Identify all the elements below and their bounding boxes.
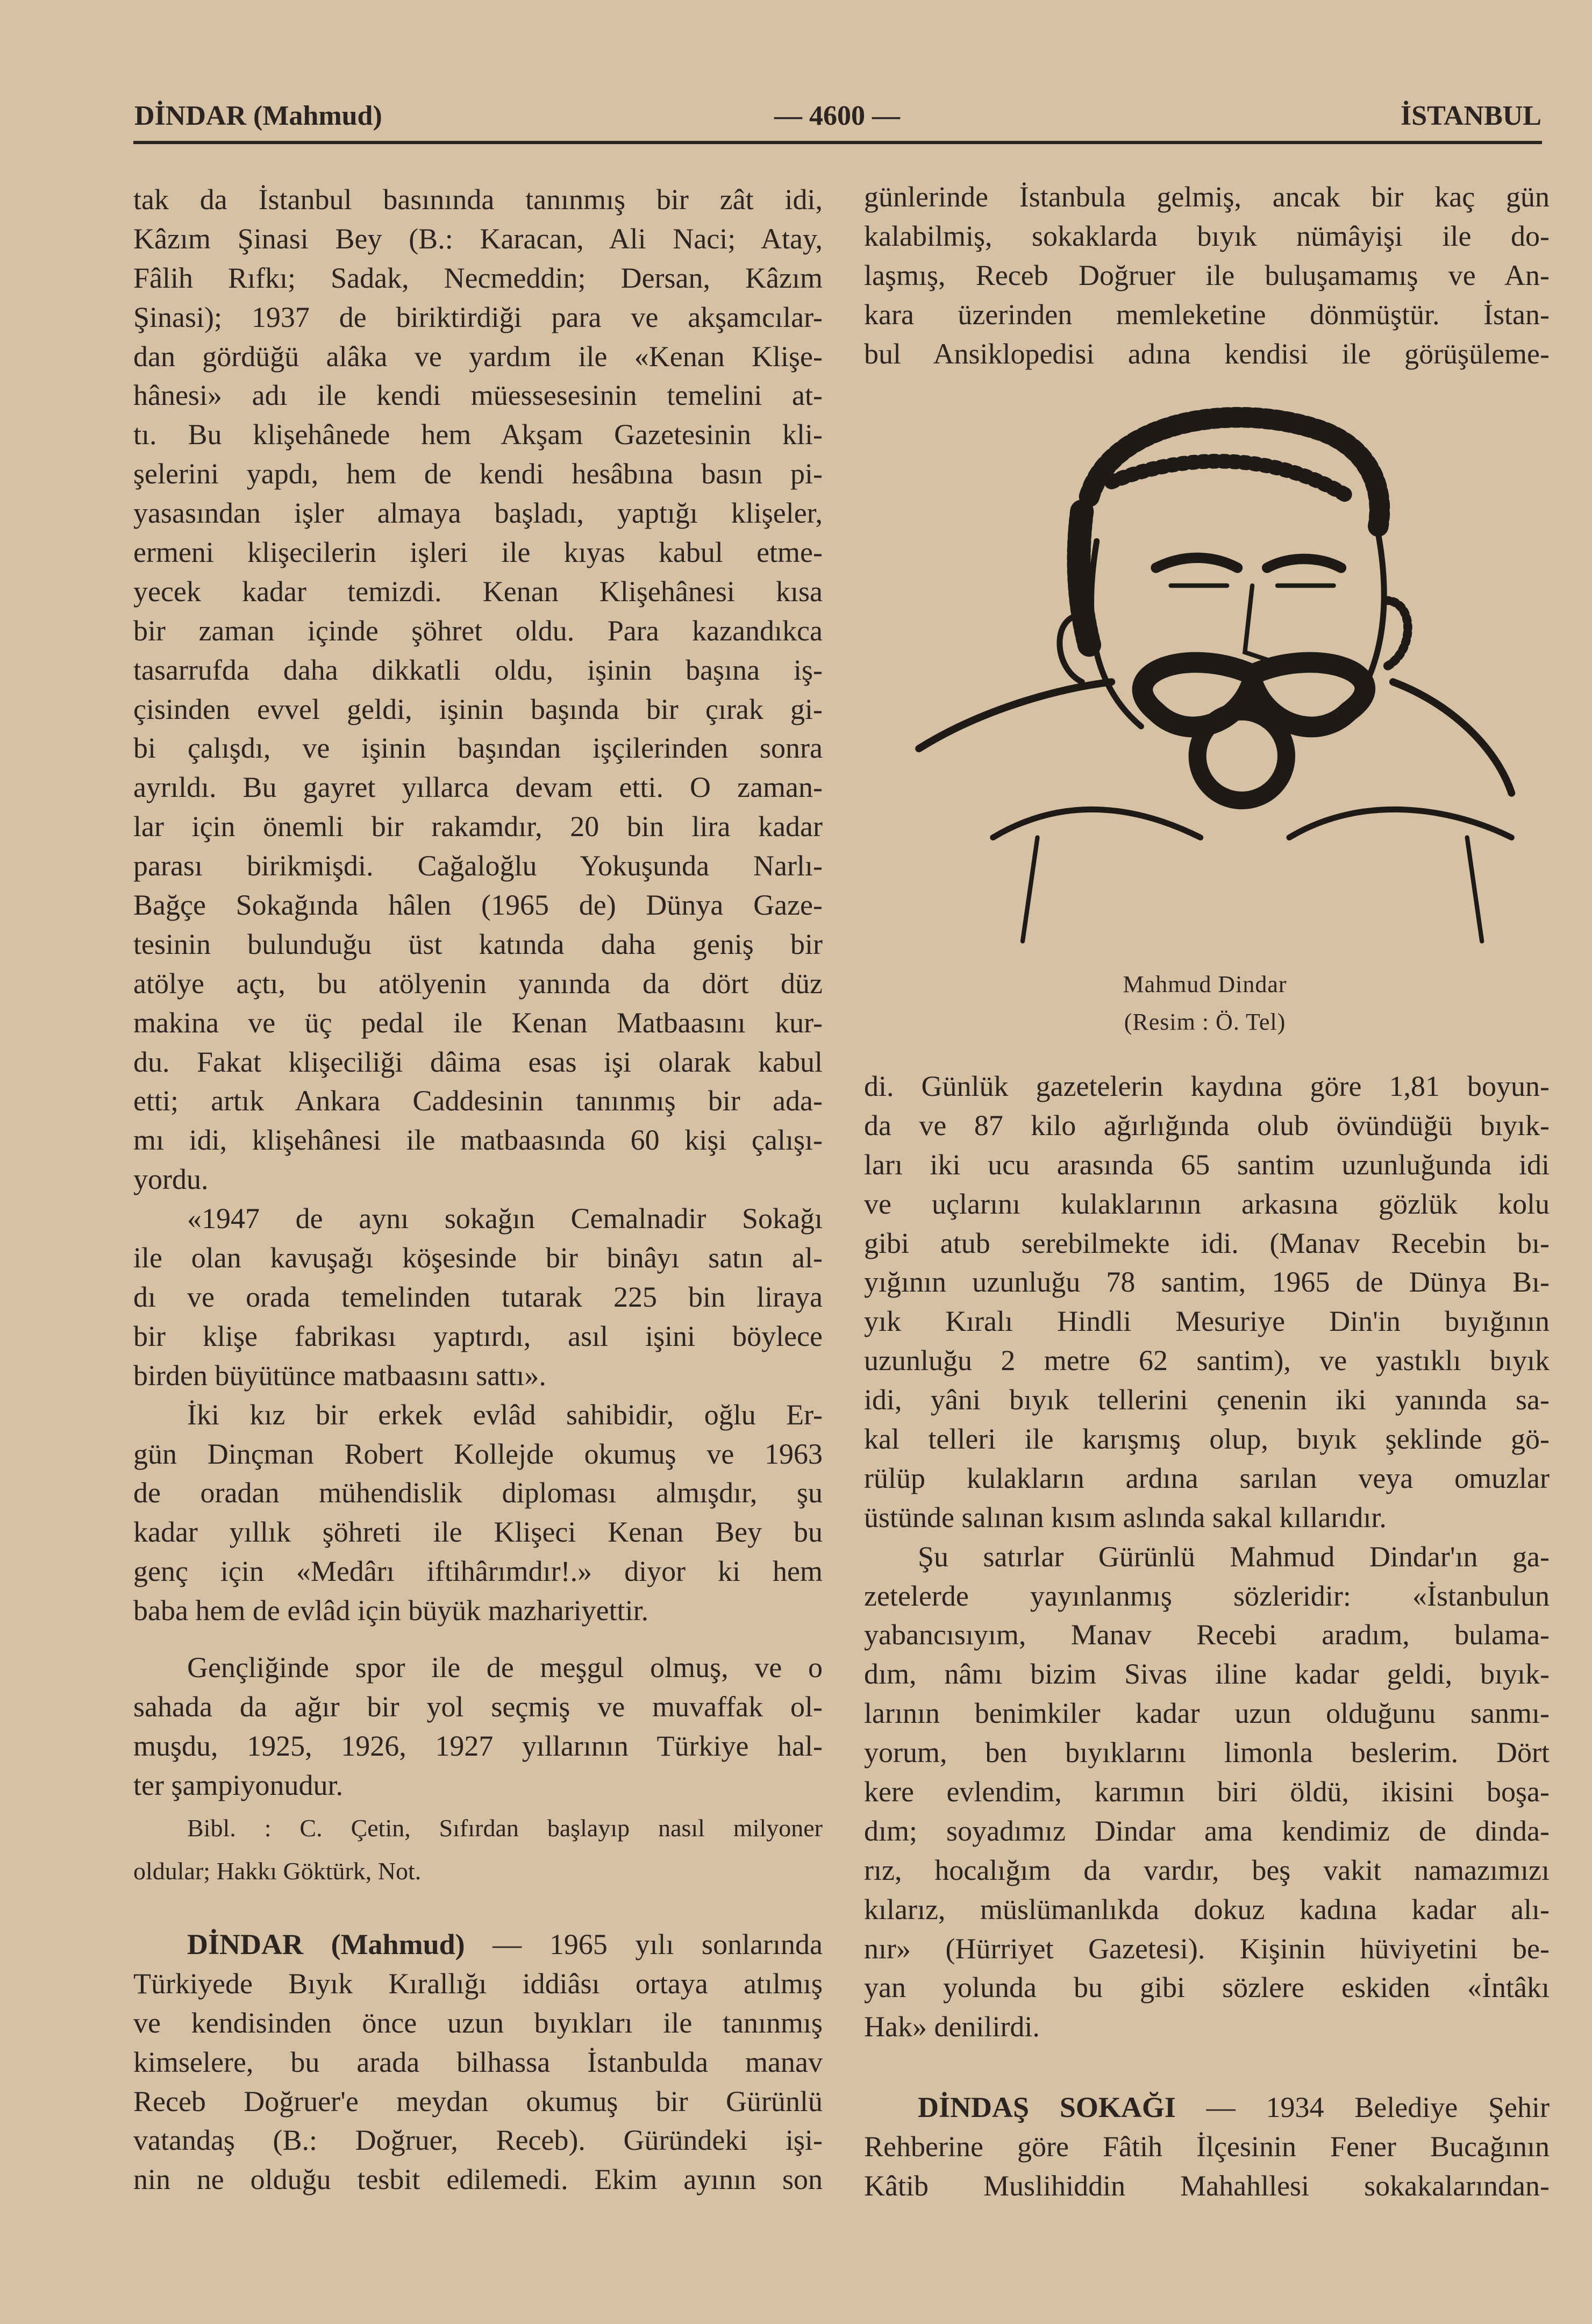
text-line bbox=[133, 1925, 823, 1964]
text-line bbox=[133, 651, 823, 690]
text-line bbox=[864, 256, 1550, 295]
line-text: çisinden evvel geldi, işinin başında bir çırak gi- bbox=[133, 693, 823, 725]
text-line bbox=[133, 1121, 823, 1160]
line-text: Kâzım Şinasi Bey (B.: Karacan, Ali Naci; Atay, bbox=[133, 222, 823, 255]
text-line bbox=[864, 295, 1550, 334]
text-block bbox=[864, 1067, 1550, 2047]
text-line bbox=[133, 1003, 823, 1043]
text-line bbox=[864, 1694, 1550, 1733]
text-line bbox=[133, 768, 823, 807]
line-text: kere evlendim, karımın biri öldü, ikisini boşa- bbox=[864, 1776, 1550, 1808]
line-text: bul Ansiklopedisi adına kendisi ile görüşüleme- bbox=[864, 337, 1550, 370]
text-line bbox=[864, 1577, 1550, 1616]
line-text: rız, hocalığım da vardır, beş vakit namazımızı bbox=[864, 1854, 1550, 1886]
line-text: bi çalışdı, ve işinin başından işçilerinden sonra bbox=[133, 732, 823, 765]
text-line bbox=[133, 1395, 823, 1435]
line-text: kalabilmiş, sokaklarda bıyık nümâyişi ile do- bbox=[864, 219, 1550, 252]
line-text: Kâtib Muslihiddin Mahahllesi sokakalarından- bbox=[864, 2169, 1550, 2202]
line-text: sahada da ağır bir yol seçmiş ve muvaffak ol- bbox=[133, 1690, 823, 1723]
text-line bbox=[133, 1687, 823, 1727]
line-text: yordu. bbox=[133, 1163, 209, 1196]
line-text: tesinin bulunduğu üst katında daha geniş bir bbox=[133, 928, 823, 960]
line-text: rülüp kulakların ardına sarılan veya omuzlar bbox=[864, 1462, 1550, 1494]
line-text: oldular; Hakkı Göktürk, Not. bbox=[133, 1857, 422, 1885]
text-line bbox=[133, 886, 823, 925]
text-line bbox=[864, 1929, 1550, 1969]
text-block bbox=[133, 180, 823, 1630]
text-line bbox=[133, 1081, 823, 1121]
text-line bbox=[133, 690, 823, 729]
figure-caption-credit: (Resim : Ö. Tel) bbox=[1124, 1009, 1286, 1035]
line-text: kılarız, müslümanlıkda dokuz kadına kadar alı- bbox=[864, 1893, 1550, 1926]
line-text: ter şampiyonudur. bbox=[133, 1769, 343, 1801]
line-text: dım; soyadımız Dindar ama kendimiz de dinda- bbox=[864, 1814, 1550, 1847]
text-line bbox=[864, 2007, 1550, 2047]
text-line bbox=[133, 180, 823, 219]
line-text: şelerini yapdı, hem de kendi hesâbına basın pi- bbox=[133, 458, 823, 490]
header-rule bbox=[133, 141, 1542, 144]
text-line bbox=[133, 1513, 823, 1552]
text-line bbox=[864, 177, 1550, 217]
text-line bbox=[864, 1968, 1550, 2007]
line-text: birden büyütünce matbaasını sattı». bbox=[133, 1359, 546, 1392]
line-text: Gençliğinde spor ile de meşgul olmuş, ve o bbox=[187, 1651, 823, 1684]
text-line bbox=[133, 925, 823, 964]
text-line bbox=[133, 1278, 823, 1317]
line-text: Bağçe Sokağında hâlen (1965 de) Dünya Gaze- bbox=[133, 889, 823, 922]
line-text: Bibl. : C. Çetin, Sıfırdan başlayıp nasıl milyoner bbox=[187, 1814, 823, 1842]
text-line bbox=[133, 1591, 823, 1630]
text-line bbox=[864, 1145, 1550, 1185]
line-text: genç için «Medârı iftihârımdır!.» diyor ki hem bbox=[133, 1555, 823, 1588]
text-line bbox=[864, 1890, 1550, 1929]
line-text: dan gördüğü alâka ve yardım ile «Kenan Klişe- bbox=[133, 340, 823, 373]
text-line bbox=[133, 1435, 823, 1474]
text-line bbox=[864, 1263, 1550, 1302]
line-text: di. Günlük gazetelerin kaydına göre 1,81 boyun- bbox=[864, 1070, 1550, 1102]
text-line bbox=[133, 2004, 823, 2043]
line-text: tasarrufda daha dikkatli oldu, işinin başına iş- bbox=[133, 653, 823, 686]
line-text: yorum, ben bıyıklarını limonla beslerim. Dört bbox=[864, 1736, 1550, 1769]
line-text: yığının uzunluğu 78 santim, 1965 de Dünya Bı- bbox=[864, 1266, 1550, 1299]
text-line bbox=[133, 533, 823, 572]
line-text: — 1965 yılı sonlarında bbox=[465, 1928, 823, 1961]
line-text: gibi atub serebilmekte idi. (Manav Recebin bı- bbox=[864, 1227, 1550, 1259]
line-text: Hak» denilirdi. bbox=[864, 2011, 1040, 2043]
text-line bbox=[133, 454, 823, 494]
line-text: gün Dinçman Robert Kollejde okumuş ve 1963 bbox=[133, 1437, 823, 1470]
figure-caption-name: Mahmud Dindar bbox=[1123, 971, 1287, 997]
line-text: yık Kıralı Hindli Mesuriye Din'in bıyığının bbox=[864, 1305, 1550, 1338]
text-line bbox=[864, 1812, 1550, 1851]
line-text: Fâlih Rıfkı; Sadak, Necmeddin; Dersan, Kâzım bbox=[133, 261, 823, 294]
text-line bbox=[864, 1341, 1550, 1380]
line-text: uzunluğu 2 metre 62 santim), ve yastıklı bıyık bbox=[864, 1344, 1550, 1377]
text-line bbox=[133, 298, 823, 337]
text-line bbox=[133, 2160, 823, 2199]
line-text: atölye açtı, bu atölyenin yanında da dört düz bbox=[133, 967, 823, 1000]
line-text: yasasından işler almaya başladı, yaptığı klişeler, bbox=[133, 497, 823, 530]
running-head-section: İSTANBUL bbox=[1400, 101, 1541, 131]
line-text: larının benimkiler kadar uzun olduğunu sanmı- bbox=[864, 1697, 1550, 1730]
text-line bbox=[864, 2166, 1550, 2206]
line-text: etti; artık Ankara Caddesinin tanınmış bir ada- bbox=[133, 1085, 823, 1117]
text-line bbox=[864, 1537, 1550, 1577]
text-line bbox=[864, 1615, 1550, 1655]
line-text: muşdu, 1925, 1926, 1927 yıllarının Türkiye hal- bbox=[133, 1729, 823, 1762]
line-text: dı ve orada temelinden tutarak 225 bin liraya bbox=[133, 1280, 823, 1313]
entry-dindas-sokagi bbox=[864, 2088, 1550, 2206]
page-number: — 4600 — bbox=[774, 101, 900, 131]
text-line bbox=[133, 729, 823, 768]
text-line bbox=[133, 964, 823, 1003]
text-line bbox=[133, 611, 823, 651]
line-text: ve kendisinden önce uzun bıyıkları ile tanınmış bbox=[133, 2006, 823, 2039]
text-line bbox=[133, 2082, 823, 2121]
text-line bbox=[133, 376, 823, 415]
text-line bbox=[133, 415, 823, 454]
text-block bbox=[133, 1648, 823, 1805]
text-line bbox=[864, 1655, 1550, 1694]
text-line bbox=[864, 1733, 1550, 1772]
line-text: nin ne olduğu tesbit edilemedi. Ekim ayının son bbox=[133, 2163, 823, 2196]
line-text: nır» (Hürriyet Gazetesi). Kişinin hüviyetini be- bbox=[864, 1932, 1550, 1965]
text-line bbox=[864, 2127, 1550, 2166]
text-line bbox=[864, 1380, 1550, 1420]
portrait-sketch bbox=[889, 393, 1556, 949]
line-text: dım, nâmı bizim Sivas iline kadar geldi, bıyık- bbox=[864, 1658, 1550, 1691]
text-line bbox=[133, 1473, 823, 1513]
text-line bbox=[864, 1772, 1550, 1812]
line-text: — 1934 Belediye Şehir bbox=[1175, 2091, 1550, 2123]
text-line bbox=[864, 1067, 1550, 1106]
line-text: bir klişe fabrikası yaptırdı, asıl işini böylece bbox=[133, 1320, 823, 1352]
text-line bbox=[864, 1459, 1550, 1498]
bibliography bbox=[133, 1807, 823, 1893]
line-text: laşmış, Receb Doğruer ile buluşamamış ve An- bbox=[864, 259, 1550, 291]
line-text: yecek kadar temizdi. Kenan Klişehânesi kısa bbox=[133, 575, 823, 608]
line-text: Şu satırlar Gürünlü Mahmud Dindar'ın ga- bbox=[918, 1540, 1550, 1573]
line-text: Receb Doğruer'e meydan okumuş bir Gürünlü bbox=[133, 2085, 823, 2118]
line-text: ile olan kavuşağı köşesinde bir binâyı satın al- bbox=[133, 1242, 823, 1274]
line-text: idi, yâni bıyık tellerini çenenin iki yanında sa- bbox=[864, 1384, 1550, 1416]
line-text: de oradan mühendislik diploması almışdır, şu bbox=[133, 1477, 823, 1509]
text-line bbox=[133, 219, 823, 259]
text-line bbox=[864, 1420, 1550, 1459]
text-line bbox=[133, 494, 823, 533]
text-line bbox=[864, 1498, 1550, 1537]
line-text: kal telleri ile karışmış olup, bıyık şeklinde gö- bbox=[864, 1423, 1550, 1456]
line-text: parası birikmişdi. Cağaloğlu Yokuşunda Narlı- bbox=[133, 850, 823, 882]
line-text: du. Fakat klişeciliği dâima esas işi olarak kabul bbox=[133, 1045, 823, 1078]
line-text: yabancısıyım, Manav Recebi aradım, bulama- bbox=[864, 1619, 1550, 1651]
line-text: vatandaş (B.: Doğruer, Receb). Güründeki işi- bbox=[133, 2124, 823, 2157]
text-line bbox=[133, 1199, 823, 1238]
line-text: kara üzerinden memleketine dönmüştür. İstan- bbox=[864, 298, 1550, 331]
line-text: ve uçlarını kulaklarının arkasına gözlük kolu bbox=[864, 1187, 1550, 1220]
text-line bbox=[133, 1766, 823, 1805]
line-text: Şinasi); 1937 de biriktirdiği para ve akşamcılar- bbox=[133, 301, 823, 333]
line-text: tak da İstanbul basınında tanınmış bir zât idi, bbox=[133, 183, 823, 216]
line-text: lar için önemli bir rakamdır, 20 bin lira kadar bbox=[133, 810, 823, 843]
text-line bbox=[133, 807, 823, 846]
entry-dindar-mahmud bbox=[133, 1925, 823, 2199]
text-line bbox=[133, 1238, 823, 1278]
line-text: ayrıldı. Bu gayret yıllarca devam etti. O zaman- bbox=[133, 771, 823, 804]
text-line bbox=[133, 1807, 823, 1850]
text-line bbox=[133, 259, 823, 298]
line-text: kimselere, bu arada bilhassa İstanbulda manav bbox=[133, 2045, 823, 2078]
text-line bbox=[133, 1160, 823, 1199]
text-line bbox=[133, 337, 823, 376]
line-text: yan yolunda bu gibi sözlere eskiden «İntâkı bbox=[864, 1971, 1550, 2004]
text-line bbox=[864, 1185, 1550, 1224]
line-text: hânesi» adı ile kendi müessesesinin temelini at- bbox=[133, 379, 823, 412]
line-text: makina ve üç pedal ile Kenan Matbaasını kur- bbox=[133, 1006, 823, 1039]
text-line bbox=[133, 2121, 823, 2160]
line-text: «1947 de aynı sokağın Cemalnadir Sokağı bbox=[187, 1202, 823, 1235]
line-text: Rehberine göre Fâtih İlçesinin Fener Bucağının bbox=[864, 2130, 1550, 2163]
text-line bbox=[133, 1317, 823, 1356]
text-line bbox=[864, 1302, 1550, 1341]
line-text: zetelerde yayınlanmış sözleridir: «İstanbulun bbox=[864, 1579, 1550, 1612]
text-block bbox=[864, 177, 1550, 373]
text-line bbox=[864, 217, 1550, 256]
text-line bbox=[864, 1106, 1550, 1145]
line-text: kadar yıllık şöhreti ile Klişeci Kenan Bey bu bbox=[133, 1516, 823, 1549]
text-line bbox=[133, 1727, 823, 1766]
line-text: üstünde salınan kısım aslında sakal kıllarıdır. bbox=[864, 1501, 1387, 1534]
entry-headword: DİNDAR (Mahmud) bbox=[187, 1928, 465, 1961]
text-line bbox=[133, 1964, 823, 2004]
line-text: da ve 87 kilo ağırlığında olub övündüğü bıyık- bbox=[864, 1109, 1550, 1142]
line-text: Türkiyede Bıyık Kırallığı iddiâsı ortaya atılmış bbox=[133, 1967, 823, 2000]
line-text: günlerinde İstanbula gelmiş, ancak bir kaç gün bbox=[864, 181, 1550, 213]
text-line bbox=[133, 1648, 823, 1687]
line-text: İki kız bir erkek evlâd sahibidir, oğlu Er- bbox=[187, 1398, 823, 1431]
text-line bbox=[864, 334, 1550, 374]
text-line bbox=[864, 2088, 1550, 2127]
text-line bbox=[133, 1552, 823, 1591]
text-line bbox=[864, 1851, 1550, 1890]
line-text: ermeni klişecilerin işleri ile kıyas kabul etme- bbox=[133, 536, 823, 569]
text-line bbox=[133, 2043, 823, 2082]
line-text: bir zaman içinde şöhret oldu. Para kazandıkca bbox=[133, 614, 823, 647]
line-text: baba hem de evlâd için büyük mazhariyettir. bbox=[133, 1594, 649, 1627]
text-line bbox=[133, 572, 823, 611]
text-line bbox=[133, 1356, 823, 1395]
text-line bbox=[133, 1850, 823, 1893]
text-line bbox=[133, 1043, 823, 1082]
text-line bbox=[864, 1224, 1550, 1263]
line-text: tı. Bu klişehânede hem Akşam Gazetesinin kli- bbox=[133, 418, 823, 451]
running-head-entry: DİNDAR (Mahmud) bbox=[134, 101, 382, 131]
entry-headword: DİNDAŞ SOKAĞI bbox=[918, 2091, 1176, 2123]
text-line bbox=[133, 846, 823, 886]
line-text: ları iki ucu arasında 65 santim uzunluğunda idi bbox=[864, 1148, 1550, 1181]
line-text: mı idi, klişehânesi ile matbaasında 60 kişi çalışı- bbox=[133, 1124, 823, 1157]
